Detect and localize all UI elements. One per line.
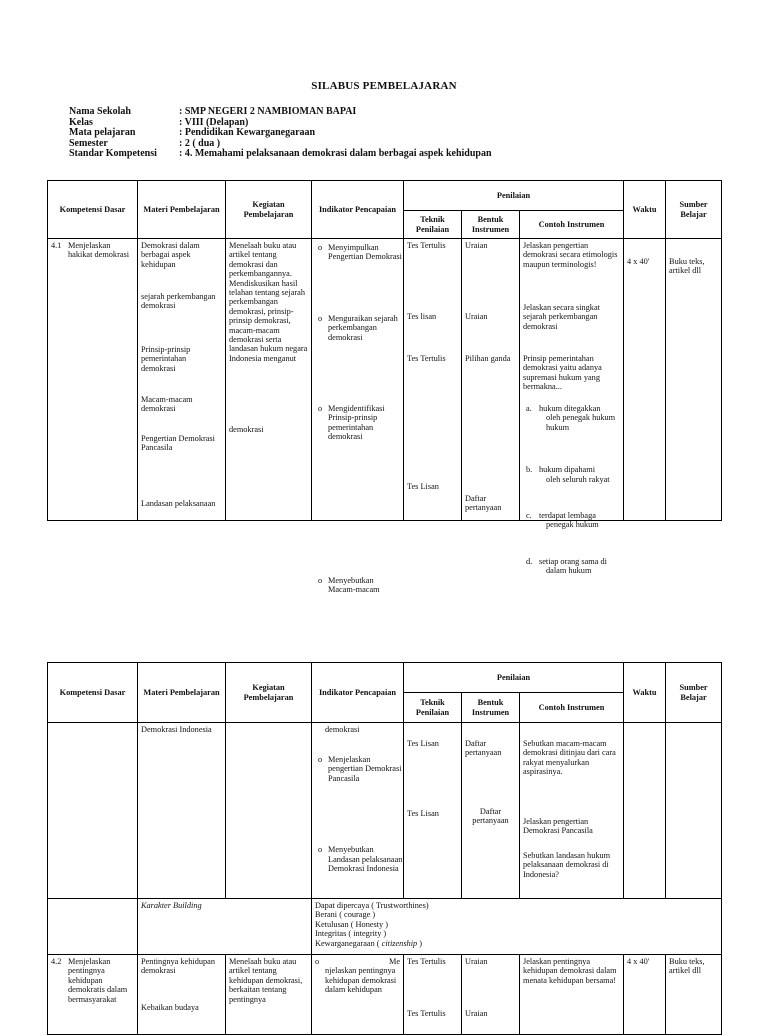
materi-item: Landasan pelaksanaan xyxy=(141,499,216,508)
option-text: oleh penegak hukum xyxy=(546,413,616,423)
bullet-icon: o xyxy=(318,845,323,855)
syllabus-table-1 xyxy=(47,180,722,595)
indikator-item xyxy=(318,404,403,442)
indikator-item xyxy=(318,845,403,873)
header-waktu: Waktu xyxy=(624,663,666,723)
kegiatan-text-tail: demokrasi xyxy=(229,425,264,434)
kd-number: 4.1 xyxy=(51,241,62,250)
kd-text: Menjelaskan pentingnya kehidupan demokratis dalam bermasyarakat xyxy=(68,957,128,1004)
materi-item: Prinsip-prinsip pemerintahan demokrasi xyxy=(141,345,191,373)
waktu-cell xyxy=(624,239,666,521)
bullet-icon: o xyxy=(318,755,323,764)
bentuk-item: Uraian xyxy=(465,241,488,250)
bullet-icon: o xyxy=(318,313,323,323)
option-text: terdapat lembaga xyxy=(539,511,596,521)
indikator-item xyxy=(318,314,403,342)
karakter-item: Integritas ( integrity ) xyxy=(315,929,387,939)
meta-row-subject xyxy=(69,128,492,139)
karakter-item: Dapat dipercaya ( Trustworthines) xyxy=(315,901,429,910)
contoh-item: Sebutkan landasan hukum pelaksanaan demokrasi di Indonesia? xyxy=(523,851,611,879)
header-sumber: Sumber Belajar xyxy=(666,181,722,239)
option-c xyxy=(526,511,623,530)
kd-cell xyxy=(48,239,138,521)
kd-cell xyxy=(48,899,138,955)
waktu-cell xyxy=(624,723,666,899)
bentuk-item: Daftar pertanyaan xyxy=(465,739,502,758)
bullet-icon: o xyxy=(318,575,323,585)
indikator-item xyxy=(318,243,403,262)
bentuk-cell xyxy=(462,723,520,899)
sumber-value: Buku teks, artikel dll xyxy=(669,257,705,276)
kegiatan-text: Menelaah buku atau artikel tentang demokrasi dan perkembangannya. Mendiskusikan hasil telahan tentang sejarah perkembangan demokrasi, prinsip-prinsip demokrasi, macam-macam demokrasi serta landasan hukum negara Indonesia menganut xyxy=(229,241,308,363)
header-indikator: Indikator Pencapaian xyxy=(312,663,404,723)
karakter-item xyxy=(315,939,718,948)
contoh-item: Sebutkan macam-macam demokrasi ditinjau dari cara rakyat menyalurkan aspirasinya. xyxy=(523,739,616,777)
waktu-cell xyxy=(624,955,666,1035)
indikator-text: Me xyxy=(388,957,400,966)
page-title: SILABUS PEMBELAJARAN xyxy=(311,80,457,92)
contoh-item: Jelaskan secara singkat sejarah perkembangan demokrasi xyxy=(523,303,600,331)
bullet-icon: o xyxy=(315,957,320,966)
bentuk-item: Uraian xyxy=(465,312,488,321)
option-a: a. hukum ditegakkan oleh penegak hukum hukum xyxy=(526,404,623,432)
option-text: penegak hukum xyxy=(546,520,599,530)
kegiatan-cell xyxy=(226,239,312,521)
indikator-item xyxy=(318,755,403,783)
indikator-cell xyxy=(312,239,404,595)
materi-item: Demokrasi Indonesia xyxy=(141,725,212,734)
school-info xyxy=(69,107,492,160)
meta-label: Standar Kompetensi xyxy=(69,148,157,159)
karakter-item: Berani ( courage ) xyxy=(315,910,376,920)
indikator-text: Menyebutkan Landasan pelaksanaan Demokrasi Indonesia xyxy=(328,845,403,874)
contoh-cell xyxy=(520,955,624,1035)
indikator-text: Menjelaskan pengertian Demokrasi Pancasila xyxy=(328,755,402,783)
teknik-item: Tes Tertulis xyxy=(407,241,446,250)
sumber-cell xyxy=(666,723,722,899)
waktu-value: 4 x 40' xyxy=(627,257,650,266)
indikator-cell xyxy=(312,723,404,899)
meta-label: Nama Sekolah xyxy=(69,106,131,117)
bentuk-item: Uraian xyxy=(465,1009,488,1018)
meta-value: : 4. Memahami pelaksanaan demokrasi dalam berbagai aspek kehidupan xyxy=(179,148,492,159)
bullet-icon: o xyxy=(318,404,323,414)
meta-value: : SMP NEGERI 2 NAMBIOMAN BAPAI xyxy=(179,106,357,117)
sumber-cell xyxy=(666,955,722,1035)
header-bentuk: Bentuk Instrumen xyxy=(462,211,520,239)
kegiatan-cell xyxy=(226,723,312,899)
header-kd: Kompetensi Dasar xyxy=(48,663,138,723)
teknik-cell xyxy=(404,239,462,521)
header-teknik: Teknik Penilaian xyxy=(404,693,462,723)
option-text: hukum dipahami xyxy=(539,465,595,475)
materi-item: sejarah perkembangan demokrasi xyxy=(141,292,216,311)
header-sumber: Sumber Belajar xyxy=(666,663,722,723)
option-text: hukum ditegakkan xyxy=(539,404,601,413)
bentuk-cell xyxy=(462,955,520,1035)
option-text: dalam hukum xyxy=(546,566,592,576)
option-b xyxy=(526,465,623,484)
header-indikator: Indikator Pencapaian xyxy=(312,181,404,239)
kegiatan-cell xyxy=(226,955,312,1035)
bentuk-item: Pilihan ganda xyxy=(465,354,511,363)
materi-cell xyxy=(138,239,226,521)
materi-cell xyxy=(138,955,226,1035)
contoh-item: Jelaskan pengertian Demokrasi Pancasila xyxy=(523,817,593,836)
materi-item: Pentingnya kehidupan demokrasi xyxy=(141,957,215,976)
materi-item: Macam-macam demokrasi xyxy=(141,395,193,414)
kegiatan-text: Menelaah buku atau artikel tentang kehidupan demokrasi, berkaitan tentang pentingnya xyxy=(229,957,303,1004)
bentuk-item: Uraian xyxy=(465,957,488,966)
meta-value: : Pendidikan Kewarganegaraan xyxy=(179,127,316,138)
header-contoh: Contoh Instrumen xyxy=(520,211,624,239)
meta-label: Semester xyxy=(69,137,108,149)
indikator-continued: demokrasi xyxy=(325,725,360,734)
materi-item: Kebaikan budaya xyxy=(141,1003,199,1012)
indikator-item xyxy=(315,957,400,966)
header-materi: Materi Pembelajaran xyxy=(138,181,226,239)
option-text: setiap orang sama di xyxy=(539,556,607,566)
karakter-values xyxy=(312,899,722,955)
teknik-item: Tes lisan xyxy=(407,312,437,321)
option-letter: d. xyxy=(526,556,533,566)
waktu-value: 4 x 40' xyxy=(627,957,650,966)
teknik-item: Tes Tertulis xyxy=(407,1009,446,1018)
indikator-cell xyxy=(312,955,404,1035)
indikator-item xyxy=(318,576,403,595)
karakter-text: ) xyxy=(417,938,422,948)
bullet-icon: o xyxy=(318,243,323,252)
karakter-text-italic: citizenship xyxy=(381,938,418,948)
meta-label: Mata pelajaran xyxy=(69,127,136,138)
teknik-cell xyxy=(404,723,462,899)
contoh-item: Jelaskan pentingnya kehidupan demokrasi dalam menata kehidupan bersama! xyxy=(523,957,617,985)
contoh-item: Jelaskan pengertian demokrasi secara etimologis maupun terminologis! xyxy=(523,241,618,269)
indikator-text: njelaskan pentingnya kehidupan demokrasi dalam kehidupan xyxy=(325,966,397,995)
header-bentuk: Bentuk Instrumen xyxy=(462,693,520,723)
meta-value: : 2 ( dua ) xyxy=(179,137,221,149)
indikator-text: Menyebutkan Macam-macam xyxy=(328,575,380,595)
karakter-text: Kewarganegaraan ( xyxy=(315,938,382,948)
meta-label: Kelas xyxy=(69,116,93,128)
meta-value: : VIII (Delapan) xyxy=(179,116,249,128)
header-waktu: Waktu xyxy=(624,181,666,239)
materi-cell xyxy=(138,723,226,899)
sumber-cell xyxy=(666,239,722,521)
header-contoh: Contoh Instrumen xyxy=(520,693,624,723)
header-kegiatan: Kegiatan Pembelajaran xyxy=(226,663,312,723)
kd-number: 4.2 xyxy=(51,957,62,966)
bentuk-item: Daftar pertanyaan xyxy=(465,494,502,513)
kd-cell xyxy=(48,955,138,1035)
karakter-label: Karakter Building xyxy=(138,899,312,955)
option-letter: a. xyxy=(526,404,532,413)
header-teknik: Teknik Penilaian xyxy=(404,211,462,239)
bentuk-cell xyxy=(462,239,520,521)
indikator-text: Menguraikan sejarah perkembangan demokrasi xyxy=(328,313,398,342)
option-text: oleh seluruh rakyat xyxy=(546,474,610,484)
teknik-item: Tes Tertulis xyxy=(407,354,446,363)
bentuk-item: Daftar pertanyaan xyxy=(472,807,509,826)
contoh-item: Prinsip pemerintahan demokrasi yaitu adanya supremasi hukum yang bermakna... xyxy=(523,354,602,392)
option-letter: b. xyxy=(526,465,533,475)
materi-item: Pengertian Demokrasi Pancasila xyxy=(141,434,215,453)
teknik-cell xyxy=(404,955,462,1035)
meta-row-standard xyxy=(69,149,492,160)
contoh-cell xyxy=(520,239,624,576)
indikator-text: Menyimpulkan Pengertian Demokrasi xyxy=(328,243,402,262)
meta-row-school xyxy=(69,107,492,118)
teknik-item: Tes Tertulis xyxy=(407,957,446,966)
header-kd: Kompetensi Dasar xyxy=(48,181,138,239)
teknik-item: Tes Lisan xyxy=(407,809,439,818)
syllabus-table-2 xyxy=(47,662,722,1035)
option-d xyxy=(526,557,623,576)
option-letter: c. xyxy=(526,511,532,521)
header-penilaian: Penilaian xyxy=(404,181,624,211)
contoh-cell xyxy=(520,723,624,899)
indikator-text: Mengidentifikasi Prinsip-prinsip pemerintahan demokrasi xyxy=(328,404,385,442)
header-kegiatan: Kegiatan Pembelajaran xyxy=(226,181,312,239)
karakter-item: Ketulusan ( Honesty ) xyxy=(315,919,389,929)
teknik-item: Tes Lisan xyxy=(407,739,439,748)
kd-cell xyxy=(48,723,138,899)
kd-text: Menjelaskan hakikat demokrasi xyxy=(68,241,130,260)
materi-item: Demokrasi dalam berbagai aspek kehidupan xyxy=(141,241,200,269)
header-materi: Materi Pembelajaran xyxy=(138,663,226,723)
header-penilaian: Penilaian xyxy=(404,663,624,693)
teknik-item: Tes Lisan xyxy=(407,482,439,491)
sumber-value: Buku teks, artikel dll xyxy=(669,957,705,976)
